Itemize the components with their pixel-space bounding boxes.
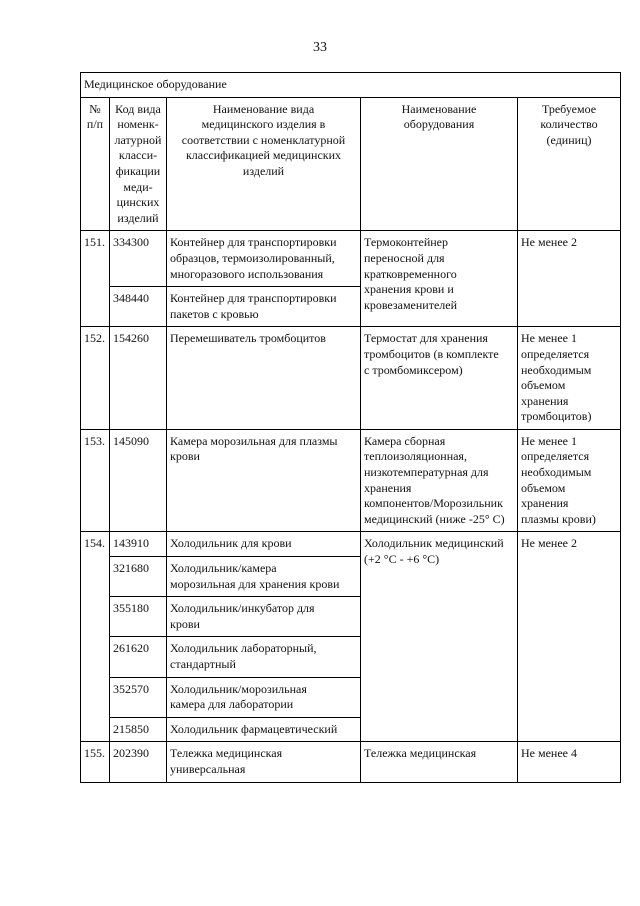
- text-line: Термостат для хранения: [364, 331, 488, 346]
- code-cell: 154260: [110, 327, 167, 430]
- header-name: [167, 97, 361, 231]
- code-cell: 145090: [110, 429, 167, 532]
- device-name-cell: [167, 597, 361, 637]
- header-num: [81, 97, 110, 231]
- text-line: латурной: [114, 132, 162, 147]
- device-name-cell: [167, 532, 361, 557]
- text-line: низкотемпературная для: [364, 465, 489, 480]
- text-line: объемом: [521, 378, 566, 393]
- row-number: 152.: [81, 327, 110, 430]
- text-line: стандартный: [170, 657, 236, 671]
- table-row: [81, 742, 621, 782]
- text-line: Холодильник медицинский: [364, 536, 504, 551]
- page-number: 33: [313, 40, 327, 55]
- text-line: Камера сборная: [364, 433, 446, 448]
- table-row: [81, 532, 621, 557]
- text-line: фикации: [115, 163, 161, 178]
- text-line: тромбоцитов): [521, 409, 592, 424]
- text-line: №: [89, 101, 101, 116]
- device-name-cell: [167, 742, 361, 782]
- header-qty: [518, 97, 621, 231]
- text-line: образцов, термоизолированный,: [170, 250, 335, 265]
- device-name-cell: [167, 327, 361, 430]
- text-line: классификацией медицинских: [185, 148, 342, 163]
- text-line: Наименование вида: [212, 101, 315, 116]
- table-row: [81, 429, 621, 532]
- text-line: Не менее 4: [521, 746, 577, 761]
- text-line: теплоизоляционная,: [364, 449, 467, 464]
- equipment-cell: [361, 429, 518, 532]
- text-line: кратковременного: [364, 266, 457, 281]
- text-line: Не менее 1: [521, 331, 577, 346]
- text-line: Термоконтейнер: [364, 235, 448, 250]
- header-code: [110, 97, 167, 231]
- text-line: номенк-: [117, 117, 159, 132]
- text-line: морозильная для хранения крови: [170, 576, 340, 591]
- text-line: медицинский (ниже -25° С): [364, 511, 505, 526]
- code-cell: 348440: [110, 287, 167, 327]
- text-line: Перемешиватель тромбоцитов: [170, 331, 326, 346]
- text-line: Контейнер для транспортировки: [170, 235, 337, 250]
- text-line: пакетов с кровью: [170, 306, 259, 321]
- text-line: Холодильник для крови: [170, 536, 292, 551]
- quantity-cell: [518, 327, 621, 430]
- text-line: хранения: [521, 393, 569, 408]
- code-cell: 215850: [110, 717, 167, 742]
- table-row: [81, 327, 621, 430]
- row-number: 151.: [81, 231, 110, 327]
- header-equipment: [361, 97, 518, 231]
- text-line: Не менее 2: [521, 235, 577, 250]
- text-line: изделий: [117, 210, 159, 225]
- table-header-row: [81, 97, 621, 231]
- code-cell: 321680: [110, 557, 167, 597]
- code-cell: 334300: [110, 231, 167, 287]
- text-line: Контейнер для транспортировки: [170, 291, 337, 306]
- text-line: Тележка медицинская: [170, 746, 283, 761]
- quantity-cell: [518, 231, 621, 327]
- equipment-cell: [361, 742, 518, 782]
- text-line: оборудования: [403, 117, 475, 132]
- text-line: Не менее 2: [521, 536, 577, 551]
- equipment-cell: [361, 231, 518, 327]
- equipment-cell: [361, 532, 518, 742]
- text-line: хранения: [364, 480, 412, 495]
- row-number: 154.: [81, 532, 110, 742]
- text-line: необходимым: [521, 465, 592, 480]
- device-name-cell: [167, 717, 361, 742]
- text-line: соответствии с номенклатурной: [181, 132, 346, 147]
- code-cell: 143910: [110, 532, 167, 557]
- device-name-cell: [167, 557, 361, 597]
- table-caption: Медицинское оборудование: [81, 73, 621, 98]
- text-line: универсальная: [170, 761, 246, 776]
- text-line: камера для лаборатории: [170, 697, 294, 712]
- text-line: количество: [540, 117, 598, 132]
- text-line: компонентов/Морозильник: [364, 496, 503, 511]
- text-line: хранения: [521, 496, 569, 511]
- device-name-cell: [167, 231, 361, 287]
- code-cell: 202390: [110, 742, 167, 782]
- text-line: переносной для: [364, 250, 445, 265]
- text-line: крови: [170, 449, 200, 464]
- text-line: плазмы крови): [521, 511, 596, 526]
- text-line: необходимым: [521, 362, 592, 377]
- text-line: Холодильник лабораторный,: [170, 641, 317, 656]
- text-line: Код вида: [115, 101, 161, 116]
- text-line: определяется: [521, 346, 590, 361]
- text-line: Требуемое: [541, 101, 597, 116]
- text-line: Наименование: [401, 101, 477, 116]
- text-line: Холодильник фармацевтический: [170, 721, 338, 736]
- text-line: крови: [170, 616, 200, 631]
- device-name-cell: [167, 287, 361, 327]
- text-line: с тромбомиксером): [364, 362, 463, 377]
- text-line: (единиц): [546, 132, 592, 147]
- equipment-cell: [361, 327, 518, 430]
- quantity-cell: [518, 429, 621, 532]
- device-name-cell: [167, 677, 361, 717]
- text-line: хранения крови и: [364, 282, 454, 297]
- table-caption-row: [81, 73, 621, 98]
- quantity-cell: [518, 532, 621, 742]
- equipment-table: [80, 72, 621, 783]
- code-cell: 352570: [110, 677, 167, 717]
- text-line: класси-: [118, 148, 158, 163]
- text-line: Тележка медицинская: [364, 746, 477, 761]
- text-line: Холодильник/инкубатор для: [170, 601, 315, 616]
- device-name-cell: [167, 429, 361, 532]
- code-cell: 261620: [110, 637, 167, 677]
- text-line: многоразового использования: [170, 266, 324, 281]
- device-name-cell: [167, 637, 361, 677]
- text-line: (+2 °С - +6 °С): [364, 552, 440, 567]
- row-number: 153.: [81, 429, 110, 532]
- text-line: изделий: [242, 163, 285, 178]
- text-line: Камера морозильная для плазмы: [170, 433, 338, 448]
- text-line: медицинского изделия в: [201, 117, 326, 132]
- text-line: Не менее 1: [521, 433, 577, 448]
- quantity-cell: [518, 742, 621, 782]
- text-line: п/п: [86, 117, 104, 132]
- text-line: цинских: [116, 195, 160, 210]
- text-line: Холодильник/камера: [170, 561, 277, 576]
- row-number: 155.: [81, 742, 110, 782]
- text-line: меди-: [123, 179, 153, 194]
- text-line: объемом: [521, 480, 566, 495]
- text-line: определяется: [521, 449, 590, 464]
- text-line: Холодильник/морозильная: [170, 681, 307, 696]
- text-line: тромбоцитов (в комплекте: [364, 346, 499, 361]
- text-line: кровезаменителей: [364, 297, 458, 312]
- code-cell: 355180: [110, 597, 167, 637]
- table-row: [81, 231, 621, 287]
